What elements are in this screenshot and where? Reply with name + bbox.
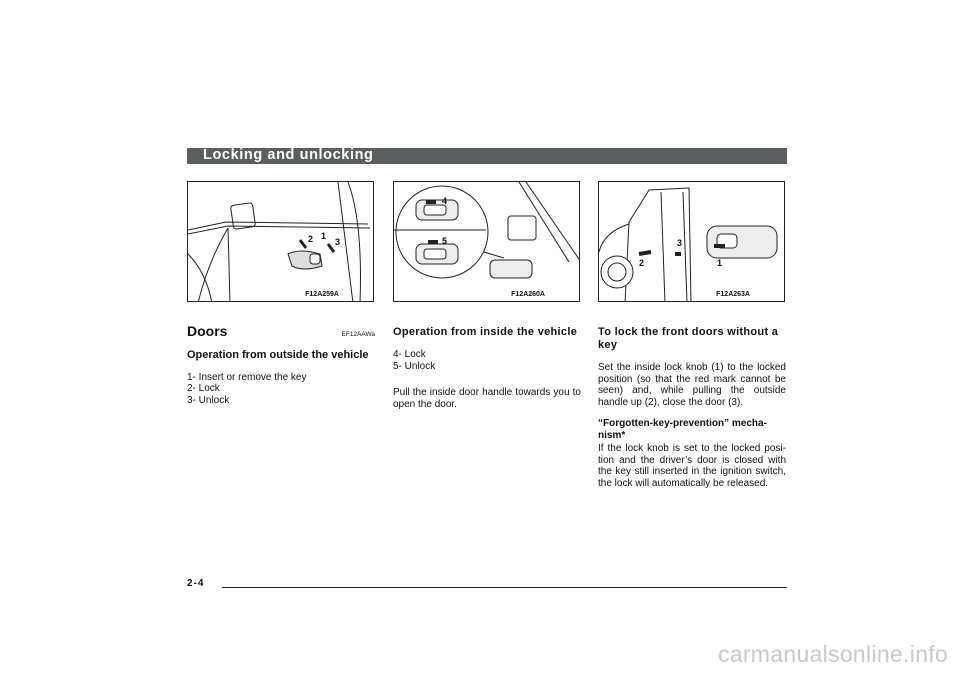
list-item: 3- Unlock bbox=[187, 394, 230, 406]
callout-2: 2 bbox=[639, 258, 645, 268]
inside-operation-heading: Operation from inside the vehicle bbox=[393, 326, 578, 338]
callout-2: 2 bbox=[308, 234, 314, 244]
column-inside-operation bbox=[393, 326, 581, 410]
lock-without-key-text: Set the inside lock knob (1) to the locked position (so that the red mark cannot be seen) and, while pulling the outside handle up (2), close the door (3). bbox=[598, 362, 786, 408]
page-number: 2-4 bbox=[187, 578, 205, 589]
figure-outside-handle bbox=[187, 181, 374, 302]
footer-rule bbox=[222, 587, 787, 588]
figure-code: F12A260A bbox=[511, 291, 545, 298]
callout-3: 3 bbox=[677, 238, 683, 248]
outside-operation-list bbox=[187, 372, 375, 407]
list-item: 4- Lock bbox=[393, 349, 426, 360]
column-doors bbox=[187, 323, 375, 406]
figure-code: F12A259A bbox=[305, 291, 339, 298]
callout-1: 1 bbox=[717, 258, 723, 268]
list-item: 1- Insert or remove the key bbox=[187, 371, 307, 383]
forgotten-key-text: If the lock knob is set to the locked posi-tion and the driver’s door is closed with the key still inserted in the ignition switch, the lock will automatically be released. bbox=[598, 443, 786, 489]
inside-operation-list bbox=[393, 349, 581, 372]
lock-without-key-heading: To lock the front doors without a key bbox=[598, 326, 779, 351]
figure-code: F12A263A bbox=[716, 291, 750, 298]
callout-5: 5 bbox=[442, 236, 448, 246]
list-item: 5- Unlock bbox=[393, 360, 436, 372]
column-lock-without-key bbox=[598, 326, 786, 489]
watermark: carmanualsonline.info bbox=[717, 641, 948, 667]
inside-operation-text: Pull the inside door handle towards you to open the door. bbox=[393, 387, 581, 410]
list-item: 2- Lock bbox=[187, 383, 220, 394]
figure-lock-without-key bbox=[598, 181, 785, 302]
forgotten-key-heading: “Forgotten-key-prevention” mecha-nism* bbox=[598, 418, 767, 441]
outside-operation-heading: Operation from outside the vehicle bbox=[187, 348, 369, 361]
reference-code: EF12AAWa bbox=[341, 331, 375, 338]
doors-heading: Doors bbox=[187, 323, 228, 339]
callout-1: 1 bbox=[321, 231, 327, 241]
callout-3: 3 bbox=[335, 237, 341, 247]
section-title: Locking and unlocking bbox=[203, 147, 374, 163]
figure-inside-handle bbox=[393, 181, 580, 302]
section-header bbox=[187, 148, 787, 164]
callout-4: 4 bbox=[442, 196, 448, 206]
